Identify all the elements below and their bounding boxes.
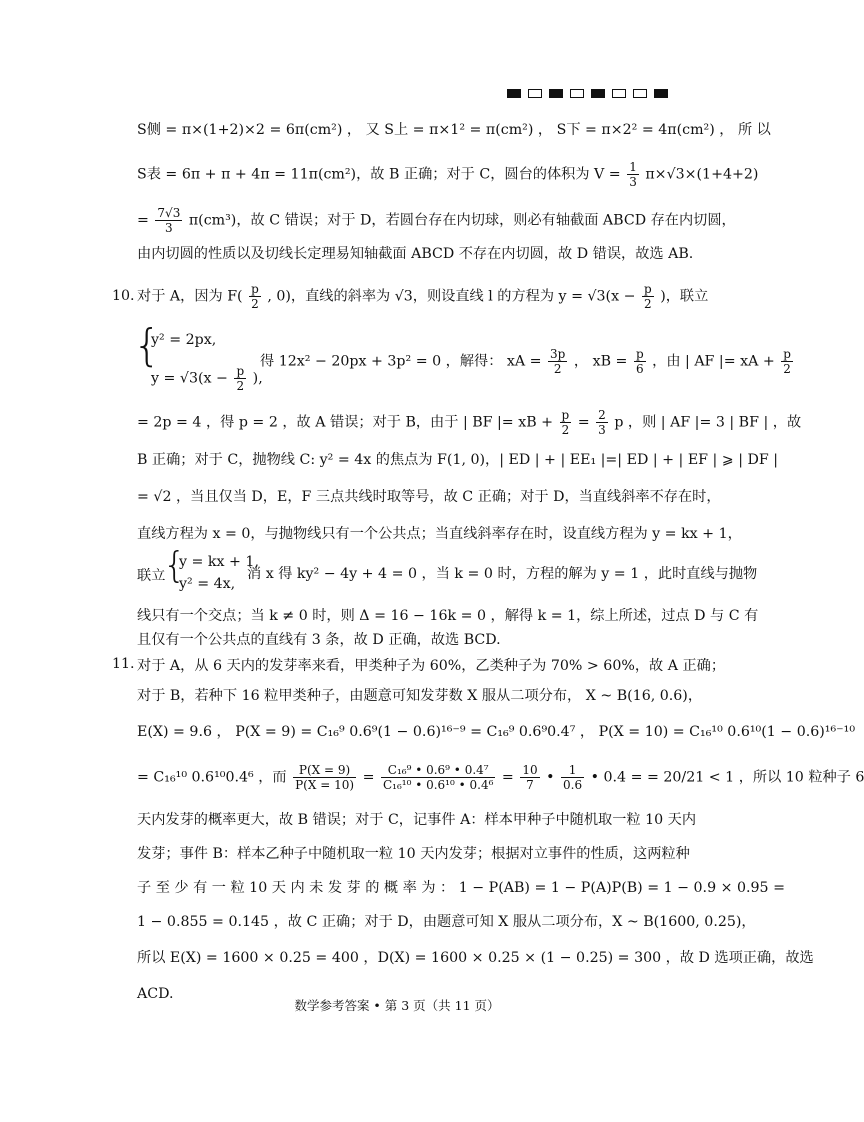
text-line: 1 − 0.855 = 0.145 ，故 C 正确；对于 D，由题意可知 X 服从二项分布，X ~ B(1600, 0.25)， <box>137 914 756 930</box>
text-line: 直线方程为 x = 0，与抛物线只有一个公共点；当直线斜率存在时，设直线方程为 y = kx + 1， <box>137 526 742 542</box>
text-span: = 20/21 < 1 ，所以 10 粒种子 6 <box>646 769 864 786</box>
fraction <box>520 763 539 792</box>
text-span: y = √3(x − <box>151 370 228 387</box>
text-line: y² = 4x, <box>179 576 236 592</box>
text-line <box>151 364 263 393</box>
page-footer: 数学参考答案 • 第 3 页（共 11 页） <box>294 998 500 1013</box>
fraction-numerator: 7√3 <box>157 206 181 220</box>
text-line <box>137 763 864 792</box>
fraction-numerator: 1 <box>561 763 584 778</box>
fraction-numerator: 2 <box>598 408 606 422</box>
text-line: 子 至 少 有 一 粒 10 天 内 未 发 芽 的 概 率 为 ： 1 − P(AB) = 1 − P(A)P(B) = 1 − 0.9 × 0.95 = <box>137 880 785 896</box>
text-span: ， xB = <box>573 353 632 370</box>
fraction <box>596 408 608 437</box>
text-line: y² = 2px, <box>151 332 217 348</box>
fraction <box>561 763 584 792</box>
fraction-numerator: P(X = 9) <box>293 763 356 778</box>
question-number: 11. <box>112 656 135 672</box>
text-span: S表 = 6π + π + 4π = 11π(cm²)，故 B 正确；对于 C，圆台的体积为 V = <box>137 166 621 183</box>
text-span: π×√3×(1+4+2) <box>645 166 759 183</box>
text-span: 对于 A，因为 F( <box>137 288 243 305</box>
text-span: A = <box>514 353 547 370</box>
text-line <box>137 408 801 437</box>
fraction <box>155 206 182 235</box>
text-span: 得 12x² − 20px + 3p² = 0 ，解得： x <box>260 353 515 370</box>
fraction-numerator: p <box>643 282 652 296</box>
fraction-denominator: 3 <box>629 175 637 189</box>
fraction <box>781 347 793 376</box>
text-line: 所以 E(X) = 1600 × 0.25 = 400 ，D(X) = 1600 × 0.25 × (1 − 0.25) = 300 ，故 D 选项正确，故选 <box>137 950 814 966</box>
text-span: )，联立 <box>660 288 709 305</box>
text-line: 天内发芽的概率更大，故 B 错误；对于 C，记事件 A：样本甲种子中随机取一粒 10 天内 <box>137 812 697 828</box>
text-span: = C₁₆¹⁰ 0.6¹⁰0.4⁶ ，而 <box>137 769 287 786</box>
fraction-denominator: 2 <box>553 362 562 376</box>
text-line <box>260 347 795 376</box>
text-span: • <box>546 769 555 786</box>
text-span: = <box>137 212 154 229</box>
fraction <box>634 347 646 376</box>
brace: { <box>163 545 186 586</box>
page-mark <box>633 89 647 98</box>
fraction <box>234 364 246 393</box>
fraction-denominator: 2 <box>644 297 652 311</box>
text-line: B 正确；对于 C，抛物线 C: y² = 4x 的焦点为 F(1, 0)，| ED | + | EE₁ |=| ED | + | EF | ⩾ | DF | <box>137 452 779 468</box>
text-span: π(cm³)，故 C 错误；对于 D，若圆台存在内切球，则必有轴截面 ABCD 存在内切圆， <box>188 212 736 229</box>
text-line: 由内切圆的性质以及切线长定理易知轴截面 ABCD 不存在内切圆，故 D 错误，故选 AB. <box>137 246 694 262</box>
text-span: = <box>362 769 375 786</box>
text-line: 对于 A，从 6 天内的发芽率来看，甲类种子为 60%，乙类种子为 70% > 60%，故 A 正确； <box>137 658 726 674</box>
text-span: • 0.4 = <box>590 769 643 786</box>
fraction-denominator: 2 <box>561 423 570 437</box>
page-mark <box>570 89 584 98</box>
fraction-numerator: p <box>561 408 570 422</box>
fraction-numerator: p <box>236 364 245 378</box>
fraction-numerator: p <box>783 347 791 361</box>
fraction-numerator: 3p <box>550 347 566 361</box>
page-mark <box>654 89 668 98</box>
text-span: , 0)，直线的斜率为 √3，则设直线 l 的方程为 y = √3(x − <box>267 288 636 305</box>
brace: { <box>133 320 161 371</box>
text-line <box>137 282 708 311</box>
fraction-numerator: 1 <box>629 160 637 174</box>
fraction-numerator: C₁₆⁹ • 0.6⁹ • 0.4⁷ <box>381 763 495 778</box>
page-marks <box>507 89 668 98</box>
text-line: = √2 ，当且仅当 D，E，F 三点共线时取等号，故 C 正确；对于 D，当直线斜率不存在时， <box>137 489 721 505</box>
text-line: y = kx + 1, <box>179 554 259 570</box>
text-line: ACD. <box>137 986 174 1002</box>
fraction-denominator: 3 <box>598 423 606 437</box>
fraction-denominator: 2 <box>236 379 245 393</box>
fraction <box>249 282 261 311</box>
page-mark <box>549 89 563 98</box>
fraction-denominator: 7 <box>526 778 534 792</box>
fraction <box>642 282 654 311</box>
text-line: 消 x 得 ky² − 4y + 4 = 0 ，当 k = 0 时，方程的解为 y = 1 ，此时直线与抛物 <box>247 566 758 582</box>
text-line: 且仅有一个公共点的直线有 3 条，故 D 正确，故选 BCD. <box>137 632 501 648</box>
text-line: 对于 B，若种下 16 粒甲类种子，由题意可知发芽数 X 服从二项分布， X ~ B(16, 0.6)， <box>137 688 703 704</box>
question-number: 10. <box>112 288 135 304</box>
text-line <box>137 206 736 235</box>
text-span: ，由 | AF |= xA + <box>652 353 775 370</box>
fraction <box>293 763 356 792</box>
fraction <box>627 160 639 189</box>
fraction <box>560 408 572 437</box>
fraction-numerator: 10 <box>522 763 538 777</box>
text-line: 联立 <box>137 568 166 584</box>
page-mark <box>528 89 542 98</box>
page-mark <box>612 89 626 98</box>
text-span: = <box>501 769 514 786</box>
text-line: 线只有一个交点；当 k ≠ 0 时，则 Δ = 16 − 16k = 0 ，解得 k = 1，综上所述，过点 D 与 C 有 <box>137 608 759 624</box>
text-span: = 2p = 4 ，得 p = 2 ，故 A 错误；对于 B，由于 | BF |= xB + <box>137 414 554 431</box>
text-line: E(X) = 9.6 ， P(X = 9) = C₁₆⁹ 0.6⁹(1 − 0.6)¹⁶⁻⁹ = C₁₆⁹ 0.6⁹0.4⁷ ， P(X = 10) = C₁₆¹⁰ 0.6¹⁰(1 − 0.6)¹⁶⁻¹⁰ <box>137 724 856 740</box>
text-line: S侧 = π×(1+2)×2 = 6π(cm²) ， 又 S上 = π×1² = π(cm²) ， S下 = π×2² = 4π(cm²) ， 所 以 <box>137 122 771 138</box>
fraction <box>381 763 495 792</box>
fraction-numerator: p <box>635 347 644 361</box>
fraction-denominator: 3 <box>165 221 173 235</box>
fraction-denominator: 2 <box>783 362 791 376</box>
fraction-denominator: 2 <box>251 297 259 311</box>
text-line: 发芽；事件 B：样本乙种子中随机取一粒 10 天内发芽；根据对立事件的性质，这两粒种 <box>137 846 690 862</box>
page-mark <box>507 89 521 98</box>
page-mark <box>591 89 605 98</box>
text-span: p ，则 | AF |= 3 | BF | ，故 <box>614 414 802 431</box>
text-line <box>137 160 758 189</box>
fraction-denominator: P(X = 10) <box>295 778 355 792</box>
fraction-numerator: p <box>251 282 259 296</box>
text-span: = <box>577 414 590 431</box>
text-span: ), <box>252 370 263 387</box>
fraction-denominator: C₁₆¹⁰ • 0.6¹⁰ • 0.4⁶ <box>382 778 494 792</box>
fraction-denominator: 6 <box>635 362 644 376</box>
fraction-denominator: 0.6 <box>563 778 583 792</box>
fraction <box>548 347 567 376</box>
